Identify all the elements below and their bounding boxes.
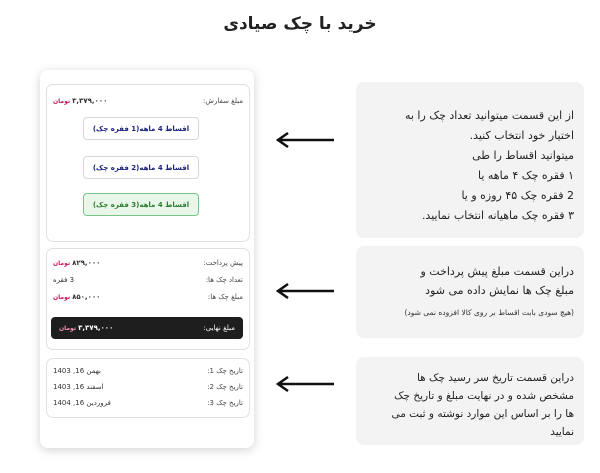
final-amount-bar	[51, 317, 243, 339]
prepay-row	[53, 257, 243, 269]
check-date-value: اسفند 16, 1403	[53, 383, 104, 391]
option-2-checks[interactable]: اقساط 4 ماهه(2 فقره چک)	[83, 156, 199, 179]
note-line: ها را بر اساس این موارد نوشته و ثبت می	[391, 408, 574, 420]
check-count-label: تعداد چک ها:	[205, 276, 243, 284]
currency-label: تومان	[53, 98, 71, 105]
final-amount-value: ۳,۳۷۹,۰۰۰تومان	[59, 324, 114, 332]
phone-mockup	[40, 70, 254, 448]
note-line: مشخص شده و در نهایت مبلغ و تاریخ چک	[394, 390, 574, 402]
check-date-row-2	[53, 381, 243, 393]
check-amount-label: مبلغ چک ها:	[207, 293, 243, 301]
arrow-left-icon	[274, 283, 336, 299]
note-line: دراین قسمت مبلغ پیش پرداخت و	[420, 265, 574, 278]
prepay-value: ۸۲۹,۰۰۰تومان	[53, 259, 101, 267]
note-line: ۱ فقره چک ۴ ماهه یا	[478, 169, 574, 182]
option-3-checks[interactable]: اقساط 4 ماهه(3 فقره چک)	[83, 193, 199, 216]
note-footnote: (هیچ سودی بابت اقساط بر روی کالا افزوده نمی شود)	[404, 308, 574, 317]
installment-options-card	[46, 84, 250, 242]
check-date-row-1	[53, 365, 243, 377]
check-count-value: 3 فقره	[53, 276, 75, 284]
check-dates-card	[46, 358, 250, 418]
note-line: اختیار خود انتخاب کنید.	[469, 129, 574, 142]
check-amount-value: ۸۵۰,۰۰۰تومان	[53, 293, 101, 301]
check-date-label: تاریخ چک 3:	[207, 399, 243, 407]
check-date-label: تاریخ چک 2:	[207, 383, 243, 391]
check-date-value: بهمن 16, 1403	[53, 367, 101, 375]
note-line: 2 فقره چک ۴۵ روزه و یا	[461, 189, 574, 202]
arrow-left-icon	[274, 376, 336, 392]
check-count-row	[53, 274, 243, 286]
note-check-count	[356, 82, 584, 238]
order-amount-row	[53, 95, 243, 107]
note-check-dates	[356, 357, 584, 445]
payment-summary-card	[46, 248, 250, 350]
note-line: دراین قسمت تاریخ سر رسید چک ها	[416, 372, 574, 384]
option-1-check[interactable]: اقساط 4 ماهه(1 فقره چک)	[83, 117, 199, 140]
prepay-label: پیش پرداخت:	[203, 259, 243, 267]
note-line: از این قسمت میتوانید تعداد چک را به	[404, 109, 574, 122]
note-line: نمایید	[550, 426, 574, 438]
note-line: میتوانید اقساط را طی	[472, 149, 574, 162]
note-line: ۳ فقره چک ماهیانه انتخاب نمایید.	[421, 209, 574, 222]
check-date-label: تاریخ چک 1:	[207, 367, 243, 375]
order-amount-label: مبلغ سفارش:	[203, 97, 243, 105]
final-amount-label: مبلغ نهایی:	[203, 324, 235, 332]
page-title: خرید با چک صیادی	[223, 14, 377, 34]
arrow-left-icon	[274, 132, 336, 148]
order-amount-value: ۳,۳۷۹,۰۰۰تومان	[53, 97, 108, 105]
check-amount-row	[53, 291, 243, 303]
note-prepayment	[356, 246, 584, 338]
check-date-value: فروردین 16, 1404	[53, 399, 111, 407]
check-date-row-3	[53, 397, 243, 409]
note-line: مبلغ چک ها نمایش داده می شود	[425, 284, 574, 297]
